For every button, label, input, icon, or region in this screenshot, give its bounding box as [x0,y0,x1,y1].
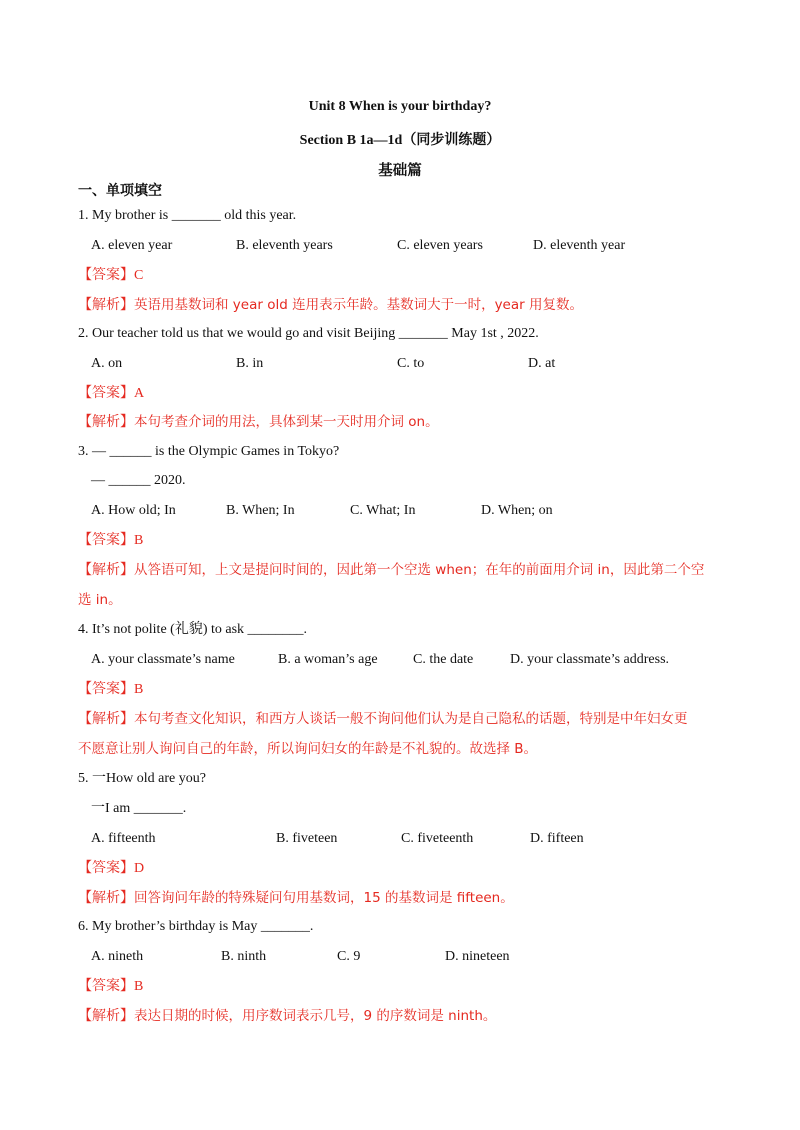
q4-option-d: D. your classmate’s address. [510,652,670,667]
q4-option-c: C. the date [413,652,474,667]
q2-option-d: D. at [528,356,556,371]
question-5-stem-reply: 一I am _______. [91,801,187,816]
q6-option-c: C. 9 [337,949,361,964]
q2-option-b: B. in [236,356,264,371]
q5-option-d: D. fifteen [530,831,584,846]
q3-option-d: D. When; on [481,503,553,518]
q5-answer: 【答案】D [78,860,145,876]
section-heading: 一、单项填空 [78,183,162,199]
question-2-stem: 2. Our teacher told us that we would go and visit Beijing _______ May 1st , 2022. [78,326,539,341]
q5-option-c: C. fiveteenth [401,831,474,846]
page-subtitle: Section B 1a—1d（同步训练题） [299,133,501,148]
level-heading: 基础篇 [378,163,422,179]
q2-option-c: C. to [397,356,425,371]
q4-explanation-cont: 不愿意让别人询问自己的年龄，所以询问妇女的年龄是不礼貌的。故选择 B。 [78,741,538,757]
q1-option-d: D. eleventh year [533,238,626,253]
q4-answer: 【答案】B [78,681,144,697]
question-4-stem: 4. It’s not polite (礼貌) to ask ________. [78,622,308,637]
q4-option-a: A. your classmate’s name [91,652,235,667]
q4-option-b: B. a woman’s age [278,652,378,667]
q3-option-c: C. What; In [350,503,416,518]
q2-answer: 【答案】A [78,385,145,401]
q3-option-a: A. How old; In [91,503,176,518]
q6-option-b: B. ninth [221,949,267,964]
q6-option-a: A. nineth [91,949,144,964]
q3-option-b: B. When; In [226,503,295,518]
q1-option-c: C. eleven years [397,238,483,253]
q5-option-b: B. fiveteen [276,831,338,846]
q1-explanation: 【解析】英语用基数词和 year old 连用表示年龄。基数词大于一时，year 用复数。 [78,297,583,313]
q6-option-d: D. nineteen [445,949,510,964]
q1-answer: 【答案】C [78,267,144,283]
question-5-stem: 5. 一How old are you? [78,771,206,786]
page-title: Unit 8 When is your birthday? [308,99,492,114]
q5-option-a: A. fifteenth [91,831,156,846]
q2-option-a: A. on [91,356,123,371]
q2-explanation: 【解析】本句考查介词的用法，具体到某一天时用介词 on。 [78,414,439,430]
q3-explanation: 【解析】从答语可知，上文是提问时间的，因此第一个空选 when；在年的前面用介词 in，因此第二个空 [78,562,705,578]
q4-explanation: 【解析】本句考查文化知识，和西方人谈话一般不询问他们认为是自己隐私的话题，特别是中年妇女更 [78,711,688,727]
question-3-stem: 3. — ______ is the Olympic Games in Tokyo? [78,444,340,459]
q3-explanation-cont: 选 in。 [78,592,122,608]
q1-option-a: A. eleven year [91,238,173,253]
q5-explanation: 【解析】回答询问年龄的特殊疑问句用基数词，15 的基数词是 fifteen。 [78,890,514,906]
q6-answer: 【答案】B [78,978,144,994]
q6-explanation: 【解析】表达日期的时候，用序数词表示几号，9 的序数词是 ninth。 [78,1008,497,1024]
question-6-stem: 6. My brother’s birthday is May _______. [78,919,314,934]
q1-option-b: B. eleventh years [236,238,333,253]
question-1-stem: 1. My brother is _______ old this year. [78,208,297,223]
question-3-stem-reply: — ______ 2020. [91,473,186,488]
q3-answer: 【答案】B [78,532,144,548]
